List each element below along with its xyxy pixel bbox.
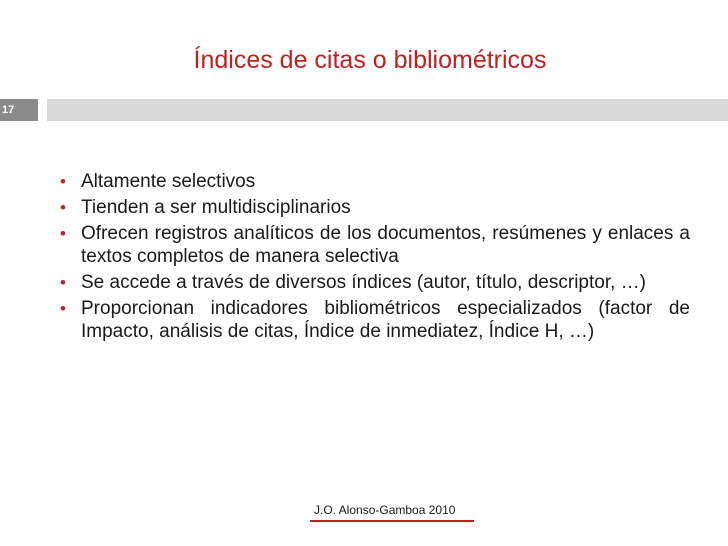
bullet-item: [58, 170, 690, 193]
bullet-item: [58, 222, 690, 268]
bullet-icon: •: [60, 224, 66, 243]
bullet-list: [58, 170, 690, 346]
bullet-icon: •: [60, 299, 66, 318]
footer-underline: [310, 520, 474, 522]
bullet-icon: •: [60, 172, 66, 191]
bullet-text: Ofrecen registros analíticos de los documentos, resúmenes y enlaces a textos completos de manera selectiva: [81, 223, 690, 267]
bullet-item: [58, 271, 690, 294]
slide-number: 17: [0, 99, 38, 121]
slide-title: Índices de citas o bibliométricos: [193, 46, 547, 74]
bullet-text: Altamente selectivos: [81, 171, 256, 192]
title-divider-bar: [47, 99, 728, 121]
bullet-text: Proporcionan indicadores bibliométricos especializados (factor de Impacto, análisis de citas, Índice de inmediatez, Índice H, …): [81, 298, 690, 342]
bullet-item: [58, 297, 690, 343]
bullet-text: Se accede a través de diversos índices (autor, título, descriptor, …): [81, 272, 646, 293]
bullet-icon: •: [60, 273, 66, 292]
bullet-item: [58, 196, 690, 219]
bullet-icon: •: [60, 198, 66, 217]
footer-author: J.O. Alonso-Gamboa 2010: [314, 503, 456, 517]
bullet-text: Tienden a ser multidisciplinarios: [81, 197, 351, 218]
